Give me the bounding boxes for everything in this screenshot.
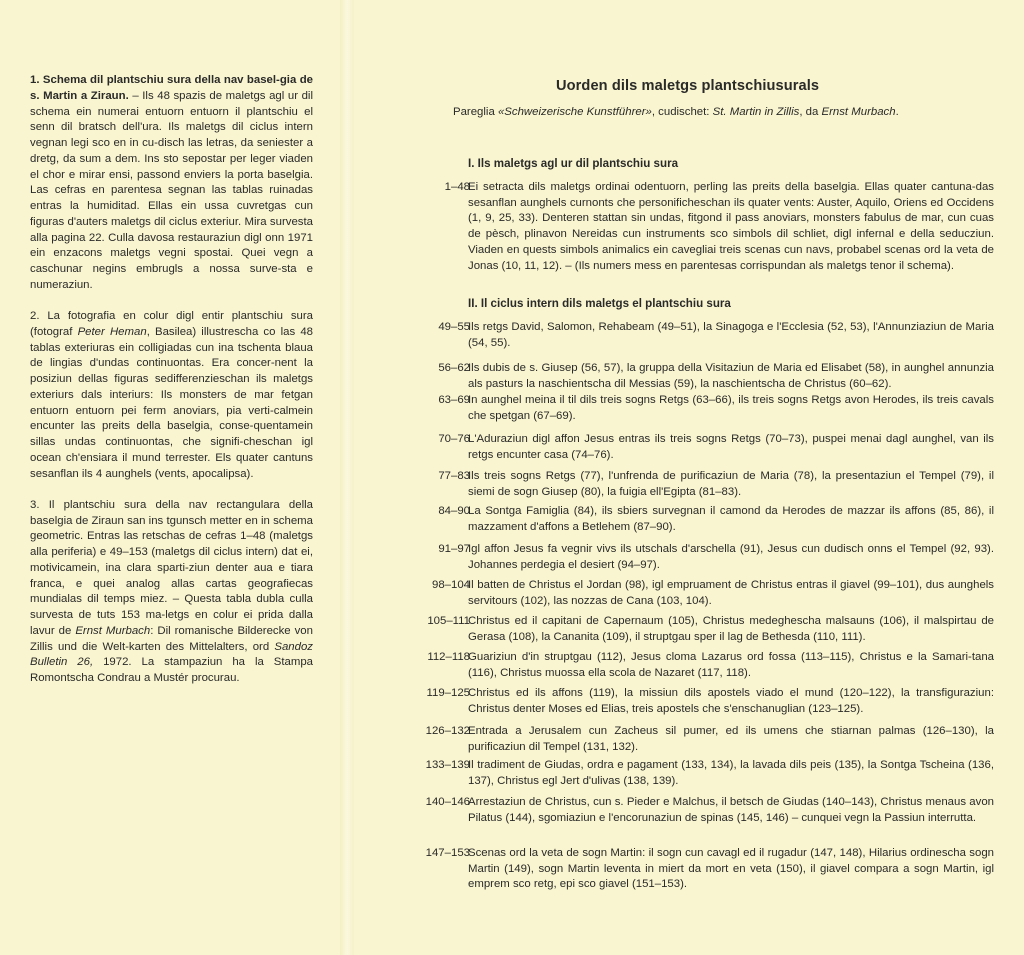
page-fold xyxy=(340,0,354,955)
subtitle-guide-name: «Schweizerische Kunstführer» xyxy=(497,106,652,118)
entry-text: In aunghel meina il til dils treis sogns Retgs (63–66), ils treis sogns Retgs avon Herodes, ils treis cavals che spetgan (67–69). xyxy=(468,394,994,422)
paragraph-2 xyxy=(30,309,313,482)
entry-text: L'Aduraziun digl affon Jesus entras ils treis sogns Retgs (70–73), puspei menai dagl aunghel, van ils retgs encunter casa (74–76). xyxy=(468,433,994,461)
entry-text: Ei setracta dils maletgs ordinai odentuorn, perling las preits della baselgia. Ellas quater cantuna-das sesanflan aunghels curnonts che personificheschan ils quater vents: Auster, Aquilo, Oriens ed Occidens (1, 9, 25, 33). Denteren stattan sin undas, fitgond il pass anoviars, monsters fabulus de mar, cun cuas de pèsch, plinavon Nereidas cun instruments sco simbols dil schliet, digl infernal e della seducziun. Viaden en quests simbols animalics ein cavegliai treis scenas cun navs, probabel scenas ord la veta de Jonas (10, 11, 12). – (Ils numers mess en parentesas corrispundan als maletgs tenor il schema). xyxy=(468,181,994,272)
entry-number: 119–125 xyxy=(426,687,470,699)
paragraph-3-text-before: 3. Il plantschiu sura della nav rectangulara della baselgia de Ziraun san ins tgunsch metter en in schema geometric. Entras las retschas de cefras 1–48 (maletgs alla periferia) e 49–153 (maletgs dil ciclus intern) dat ei, motivicamein, ina clara sparti-ziun denter aua e tiara franca, e quei analog allas cartas geografiecas mundialas dil temps miez. – Questa tabla dubla culla survesta de tuts 153 ma-letgs en colur ei prida dalla lavur de xyxy=(30,498,313,637)
entry-text: Ils dubis de s. Giusep (56, 57), la gruppa della Visitaziun de Maria ed Elisabet (58), in aunghel annunzia als pasturs la naschientscha dil Messias (59), la naschientscha de Christus (60–62). xyxy=(468,362,994,390)
entry-number: 126–132 xyxy=(425,725,470,737)
paragraph-2-text-after: , Basilea) illustrescha co las 48 tablas exteriuras ein colligiadas cun ina tschenta blaua de lingias d'undas continuontas. Era concer-nent la posiziun dellas figuras sedifferenzieschan ils maletgs exteriurs dals interiurs: Ils monsters de mar fetgan entuorn entuorn pei ferm anoviars, pia verti-calmein encunter las preits della baselgia, conse-quentamein sillas undas continuontas, che signifi-cheschan igl ocean ch'ensiara il mund terrester. Els quater cantuns sesanflan ils 4 aunghels (vents, apocalipsa). xyxy=(30,325,313,480)
entry-text: Guariziun d'in struptgau (112), Jesus cloma Lazarus ord fossa (113–115), Christus e la Samari-tana (116), Christus muossa ella scola de Nazaret (117, 118). xyxy=(468,651,994,679)
entry-text: Arrestaziun de Christus, cun s. Pieder e Malchus, il betsch de Giudas (140–143), Christus menaus avon Pilatus (144), sgomiaziun e l'encorunaziun de spinas (145, 146) – cunquei vegn la Passiun interrutta. xyxy=(468,796,994,824)
entry-number: 77–83 xyxy=(438,470,470,482)
entry-number: 84–90 xyxy=(438,505,470,517)
page-title: Uorden dils maletgs plantschiusurals xyxy=(556,78,820,94)
paragraph-3-text-after: 1972. La stampaziun ha la Stampa Romontscha Condrau a Mustér procurau. xyxy=(30,656,314,684)
left-column xyxy=(30,73,313,702)
entry-text: La Sontga Famiglia (84), ils sbiers survegnan il camond da Herodes de mazzar ils affons (85, 86), il mazzament d'affons a Betlehem (87–90). xyxy=(468,505,994,533)
paragraph-2-text-before: 2. La fotografia en colur digl entir plantschiu sura (fotograf xyxy=(30,310,313,338)
entry-text: Il batten de Christus el Jordan (98), igl empruament de Christus entras il giavel (99–101), dus aunghels servitours (102), las nozzas de Cana (103, 104). xyxy=(468,579,994,607)
entry-text: Entrada a Jerusalem cun Zacheus sil pumer, ed ils umens che stiarnan palmas (126–130), la purificaziun dil Tempel (131, 132). xyxy=(468,725,994,753)
paragraph-1-text: – Ils 48 spazis de maletgs agl ur dil schema ein numerai entuorn entuorn il plantschiu el senn dil bratsch dell'ura. Ils maletgs dil ciclus intern vegnan legi sco en in cu-disch las letras, da seniester a dretg, da sum a dem. Ins sto sepostar per leger viaden el chor e mirar ensi, passond enviers la porta baselgia. Las cefras en parentesa segnan las tablas ruinadas entras la humiditad. Ellas ein ussa cuvretgas cun figuras d'auters maletgs dil ciclus exteriur. Mira survesta alla pagina 22. Culla davosa restauraziun digl onn 1971 ein enzacons maletgs vegni spostai. Quei vegn a caschunar negins embrugls a nossa surve-sta e numeraziun. xyxy=(30,89,313,291)
entry-text: Scenas ord la veta de sogn Martin: il sogn cun cavagl ed il rugadur (147, 148), Hilarius ordinescha sogn Martin (149), sogn Martin leventa in miert da mort en veta (150), il giavel compara a sogn Martin, igl emprem sco retg, epi sco giavel (151–153). xyxy=(468,847,994,891)
entry-number: 105–111 xyxy=(427,615,470,627)
subtitle-after: . xyxy=(895,106,899,118)
entry-text: Igl affon Jesus fa vegnir vivs ils utschals d'arschella (91), Jesus cun dudisch onns el Tempel (92, 93). Johannes perdegia el desiert (94–97). xyxy=(468,543,994,571)
entry-number: 70–76 xyxy=(438,433,470,445)
entry-number: 56–62 xyxy=(438,362,470,374)
entry-text: Il tradiment de Giudas, ordra e pagament (133, 134), la lavada dils peis (135), la Sontga Tscheina (136, 137), Christus egl Jert d'ulivas (138, 139). xyxy=(468,759,994,787)
entry-number: 49–55 xyxy=(438,321,470,333)
entry-number: 98–104 xyxy=(431,579,470,591)
paragraph-1-heading: 1. Schema dil plantschiu sura della nav basel-gia de s. Martin a Ziraun. xyxy=(30,74,313,102)
paragraph-1 xyxy=(30,73,313,294)
subtitle xyxy=(453,106,1013,118)
entry-text: Christus ed il capitani de Capernaum (105), Christus medegheschа malsauns (106), il malspirtau de Gerasa (108), la Cananita (109), il struptgau sper il lag de Bethesda (110, 111). xyxy=(468,615,994,643)
paragraph-2-photographer: Peter Heman xyxy=(77,325,147,338)
entry-number: 63–69 xyxy=(438,394,470,406)
section-1-heading: I. Ils maletgs agl ur dil plantschiu sura xyxy=(468,157,679,170)
entry-number: 112–118 xyxy=(427,651,470,663)
subtitle-author: Ernst Murbach xyxy=(821,106,896,118)
paragraph-3-bulletin: Sandoz Bulletin 26, xyxy=(30,640,313,669)
paragraph-3 xyxy=(30,498,313,687)
subtitle-mid: , cudischet: xyxy=(651,106,713,118)
entry-text: Christus ed ils affons (119), la missiun dils apostels viado el mund (120–122), la transfiguraziun: Christus denter Moses ed Elias, treis apostels che s'enschanuglian (123–125). xyxy=(468,687,994,715)
entry-number: 147–153 xyxy=(425,847,470,859)
subtitle-mid2: , da xyxy=(799,106,822,118)
subtitle-before: Pareglia xyxy=(453,106,498,118)
entry-number: 91–97 xyxy=(438,543,470,555)
paragraph-3-text-mid: : Dil romanische Bilderecke von Zillis und die Welt-karten des Mittelalters, ord xyxy=(30,624,313,653)
entry-number: 1–48 xyxy=(444,181,470,193)
entry-text: Ils treis sogns Retgs (77), l'unfrenda de purificaziun de Maria (78), la presentaziun el Tempel (79), il siemi de sogn Giusep (80), la fuigia ell'Egipta (81–83). xyxy=(468,470,994,498)
entry-text: Ils retgs David, Salomon, Rehabeam (49–51), la Sinagoga e l'Ecclesia (52, 53), l'Annunziaziun de Maria (54, 55). xyxy=(468,321,994,349)
entry-number: 140–146 xyxy=(425,796,470,808)
entry-number: 133–139 xyxy=(425,759,470,771)
section-2-heading: II. Il ciclus intern dils maletgs el plantschiu sura xyxy=(468,297,731,310)
paragraph-3-author: Ernst Murbach xyxy=(75,624,151,637)
subtitle-booklet-name: St. Martin in Zillis xyxy=(712,106,800,118)
